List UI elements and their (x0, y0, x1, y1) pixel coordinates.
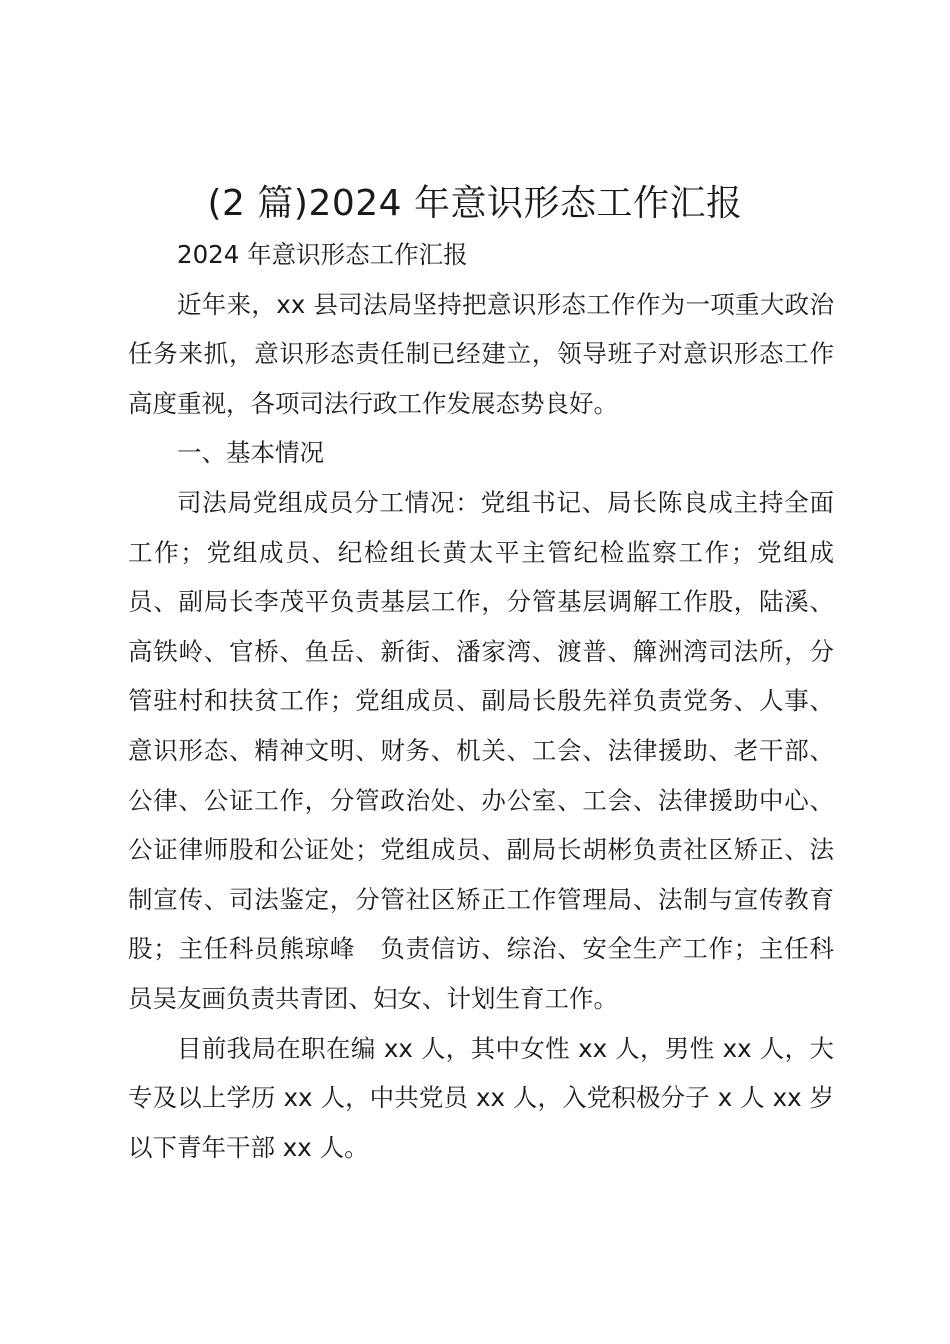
section-heading: 一、基本情况 (177, 438, 324, 468)
document-body (128, 230, 834, 1172)
intro-paragraph: 近年来，xx 县司法局坚持把意识形态工作作为一项重大政治任务来抓，意识形态责任制已经建立，领导班子对意识形态工作高度重视，各项司法行政工作发展态势良好。 (128, 289, 834, 418)
staffing-paragraph: 目前我局在职在编 xx 人，其中女性 xx 人，男性 xx 人，大专及以上学历 xx 人，中共党员 xx 人，入党积极分子 x 人 xx 岁以下青年干部 xx 人。 (128, 1033, 834, 1162)
document-title: (2 篇)2024 年意识形态工作汇报 (207, 183, 743, 224)
division-of-duties-paragraph: 司法局党组成员分工情况：党组书记、局长陈良成主持全面工作；党组成员、纪检组长黄太平主管纪检监察工作；党组成员、副局长李茂平负责基层工作，分管基层调解工作股，陆溪、高铁岭、官桥、鱼岳、新街、潘家湾、渡普、簰洲湾司法所，分管驻村和扶贫工作；党组成员、副局长殷先祥负责党务、人事、意识形态、精神文明、财务、机关、工会、法律援助、老干部、公律、公证工作，分管政治处、办公室、工会、法律援助中心、公证律师股和公证处；党组成员、副局长胡彬负责社区矫正、法制宣传、司法鉴定，分管社区矫正工作管理局、法制与宣传教育股；主任科员熊琼峰 负责信访、综治、安全生产工作；主任科员吴友画负责共青团、妇女、计划生育工作。 (128, 487, 834, 1013)
subtitle-paragraph: 2024 年意识形态工作汇报 (177, 240, 468, 269)
